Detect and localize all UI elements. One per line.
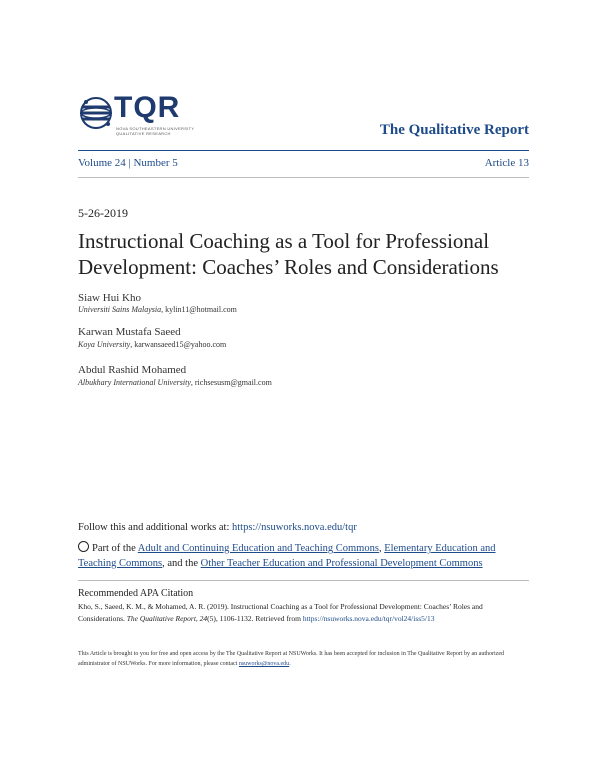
- article-number-link[interactable]: Article 13: [484, 157, 529, 169]
- citation-heading: Recommended APA Citation: [78, 588, 194, 599]
- citation-part2: (5), 1106-1132. Retrieved from: [207, 614, 303, 623]
- part-of-sep1: ,: [378, 543, 385, 554]
- publication-date: 5-26-2019: [78, 206, 128, 220]
- number-link[interactable]: Number 5: [133, 157, 178, 169]
- citation-divider: [78, 580, 529, 581]
- part-of-line: [78, 540, 533, 571]
- author-email: , richsesusm@gmail.com: [190, 378, 272, 387]
- header-divider: [78, 150, 529, 151]
- volume-number-line: [78, 157, 178, 169]
- author-email: , kylin11@hotmail.com: [161, 305, 237, 314]
- author-institution: Koya University: [78, 340, 131, 349]
- author-name: Abdul Rashid Mohamed: [78, 364, 187, 376]
- author-email: , karwansaeed15@yahoo.com: [130, 340, 227, 349]
- notice-text: This Article is brought to you for free and open access by the The Qualitative Report at NSUWorks. It has been accepted for inclusion in The Qualitative Report by an authorized administrator of NSUWorks. For more information, please contact: [78, 651, 505, 667]
- follow-text: Follow this and additional works at:: [78, 522, 232, 533]
- section-divider: [78, 177, 529, 178]
- citation-text: [78, 601, 528, 625]
- logo-text: TQR: [114, 91, 181, 124]
- follow-line: [78, 522, 357, 533]
- citation-link[interactable]: https://nsuworks.nova.edu/tqr/vol24/iss5/13: [302, 614, 435, 623]
- author-affiliation: [78, 378, 272, 387]
- author-name: Karwan Mustafa Saeed: [78, 326, 181, 338]
- volume-link[interactable]: Volume 24: [78, 157, 126, 169]
- journal-title[interactable]: The Qualitative Report: [379, 122, 529, 138]
- citation-part1: Kho, S., Saeed, K. M., & Mohamed, A. R. (2019). Instructional Coaching as a Tool for Professional Development: Coaches’ Roles and Considerations.: [78, 602, 483, 623]
- commons-link-adult-education[interactable]: Adult and Continuing Education and Teaching Commons: [137, 543, 379, 554]
- logo-subtitle: NOVA SOUTHEASTERN UNIVERSITY QUALITATIVE RESEARCH: [116, 126, 195, 136]
- author-institution: Universiti Sains Malaysia: [78, 305, 162, 314]
- commons-icon: [78, 541, 89, 552]
- globe-icon: [78, 93, 114, 133]
- author-affiliation: [78, 305, 237, 314]
- access-notice: [78, 649, 528, 669]
- article-title: Instructional Coaching as a Tool for Professional Development: Coaches’ Roles and Considerations: [78, 229, 499, 279]
- tqr-logo: [78, 93, 198, 139]
- author-institution: Albukhary International University: [78, 378, 191, 387]
- author-affiliation: [78, 340, 226, 349]
- volume-separator: |: [128, 157, 131, 169]
- author-name: Siaw Hui Kho: [78, 292, 141, 304]
- citation-journal: The Qualitative Report, 24: [126, 614, 208, 623]
- commons-link-elementary-education[interactable]: Elementary Education and Teaching Commons: [78, 543, 496, 569]
- notice-end: .: [289, 661, 291, 667]
- commons-link-teacher-education[interactable]: Other Teacher Education and Professional Development Commons: [200, 558, 483, 569]
- part-of-prefix: Part of the: [92, 543, 138, 554]
- contact-email-link[interactable]: nsuworks@nova.edu: [238, 661, 290, 667]
- follow-link[interactable]: https://nsuworks.nova.edu/tqr: [232, 522, 357, 533]
- part-of-sep2: , and the: [162, 558, 201, 569]
